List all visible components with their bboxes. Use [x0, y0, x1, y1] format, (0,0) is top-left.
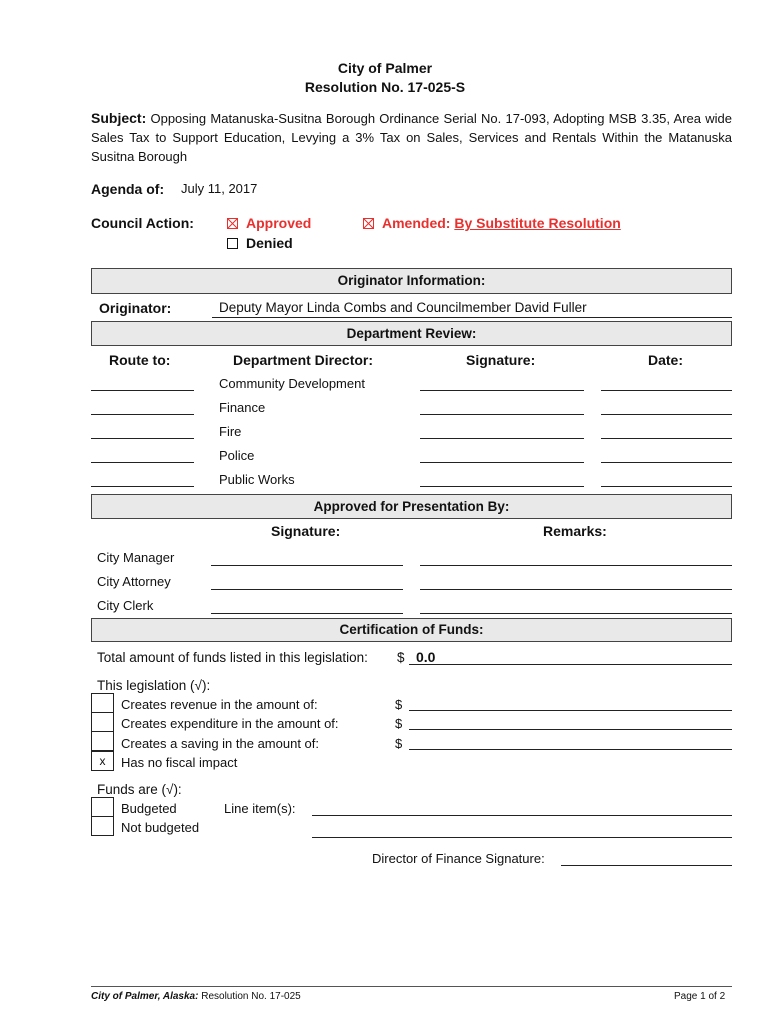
total-funds-currency: $	[397, 650, 405, 665]
date-field[interactable]	[601, 486, 732, 487]
department-review-heading: Department Review:	[91, 321, 732, 346]
role-label: City Clerk	[97, 598, 154, 613]
footer-page-number: Page 1 of 2	[674, 991, 726, 1002]
signature-field[interactable]	[211, 589, 403, 590]
signature-field[interactable]	[420, 486, 584, 487]
total-funds-field[interactable]	[409, 664, 732, 665]
line-items-label: Line item(s):	[224, 801, 296, 816]
subject-block	[91, 109, 732, 166]
footer-resolution: Resolution No. 17-025	[198, 991, 301, 1002]
council-action-label: Council Action:	[91, 215, 194, 231]
director-signature-label: Director of Finance Signature:	[372, 851, 545, 866]
signature-field[interactable]	[420, 390, 584, 391]
option-checkbox[interactable]	[91, 712, 114, 732]
certification-heading: Certification of Funds:	[91, 618, 732, 642]
route-field[interactable]	[91, 486, 194, 487]
document-city-title: City of Palmer	[337, 60, 433, 76]
originator-label: Originator:	[99, 300, 172, 316]
approved-option[interactable]	[227, 215, 311, 231]
option-label: Has no fiscal impact	[121, 755, 238, 770]
resolution-number-title: Resolution No. 17-025-S	[304, 79, 466, 95]
date-field[interactable]	[601, 438, 732, 439]
date-header: Date:	[648, 352, 684, 368]
option-label: Creates revenue in the amount of:	[121, 697, 318, 712]
originator-value: Deputy Mayor Linda Combs and Councilmember David Fuller	[219, 300, 587, 315]
route-field[interactable]	[91, 462, 194, 463]
amended-checked-icon[interactable]	[363, 218, 374, 229]
department-name: Police	[219, 448, 255, 463]
signature-field[interactable]	[211, 565, 403, 566]
department-director-header: Department Director:	[233, 352, 374, 368]
department-name: Public Works	[219, 472, 295, 487]
not-budgeted-checkbox[interactable]	[91, 816, 114, 836]
signature-field[interactable]	[420, 438, 584, 439]
option-checkbox[interactable]	[91, 731, 114, 751]
amended-prefix: Amended:	[382, 215, 455, 231]
role-label: City Manager	[97, 550, 175, 565]
amount-field[interactable]	[409, 710, 732, 711]
budgeted-checkbox[interactable]	[91, 797, 114, 817]
approved-label: Approved	[246, 215, 312, 231]
line-item-field[interactable]	[312, 815, 732, 816]
footer-city: City of Palmer, Alaska:	[91, 991, 199, 1002]
role-label: City Attorney	[97, 574, 171, 589]
option-currency: $	[395, 716, 403, 731]
agenda-label: Agenda of:	[91, 181, 165, 197]
denied-label: Denied	[246, 235, 293, 251]
approved-checked-icon[interactable]	[227, 218, 238, 229]
funds-are-label: Funds are (√):	[97, 782, 182, 797]
signature-field[interactable]	[420, 462, 584, 463]
denied-option[interactable]	[227, 235, 293, 251]
option-label: Creates expenditure in the amount of:	[121, 716, 339, 731]
department-name: Community Development	[219, 376, 365, 391]
signature-field[interactable]	[420, 414, 584, 415]
presentation-signature-header: Signature:	[271, 523, 341, 539]
route-field[interactable]	[91, 390, 194, 391]
department-name: Finance	[219, 400, 266, 415]
signature-header: Signature:	[466, 352, 536, 368]
legislation-label: This legislation (√):	[97, 678, 211, 693]
amount-field[interactable]	[409, 749, 732, 750]
footer-left	[91, 991, 301, 1002]
department-name: Fire	[219, 424, 242, 439]
date-field[interactable]	[601, 390, 732, 391]
date-field[interactable]	[601, 462, 732, 463]
line-item-field[interactable]	[312, 837, 732, 838]
originator-info-heading: Originator Information:	[91, 268, 732, 294]
option-checkbox[interactable]	[91, 693, 114, 713]
amended-link: By Substitute Resolution	[454, 215, 621, 231]
subject-label: Subject:	[91, 110, 147, 126]
not-budgeted-label: Not budgeted	[121, 820, 200, 835]
route-field[interactable]	[91, 414, 194, 415]
presentation-remarks-header: Remarks:	[543, 523, 607, 539]
remarks-field[interactable]	[420, 589, 732, 590]
presentation-heading: Approved for Presentation By:	[91, 494, 732, 519]
subject-text: Opposing Matanuska-Susitna Borough Ordinance Serial No. 17-093, Adopting MSB 3.35, Area wide Sales Tax to Support Education, Levying a 3% Tax on Sales, Services and Rentals Within the Matanuska Susitna Borough	[91, 111, 732, 164]
signature-field[interactable]	[211, 613, 403, 614]
total-funds-label: Total amount of funds listed in this legislation:	[97, 650, 368, 665]
amount-field[interactable]	[409, 729, 732, 730]
route-field[interactable]	[91, 438, 194, 439]
date-field[interactable]	[601, 414, 732, 415]
option-currency: $	[395, 697, 403, 712]
remarks-field[interactable]	[420, 565, 732, 566]
amended-option[interactable]	[363, 215, 621, 231]
agenda-date: July 11, 2017	[181, 181, 258, 196]
denied-checkbox-icon[interactable]	[227, 238, 238, 249]
budgeted-label: Budgeted	[121, 801, 177, 816]
remarks-field[interactable]	[420, 613, 732, 614]
option-label: Creates a saving in the amount of:	[121, 736, 320, 751]
originator-underline	[212, 317, 732, 318]
no-fiscal-impact-checkbox[interactable]: x	[91, 751, 114, 771]
footer-divider	[91, 986, 732, 987]
director-signature-field[interactable]	[561, 865, 732, 866]
option-currency: $	[395, 736, 403, 751]
total-funds-value: 0.0	[416, 649, 436, 665]
route-to-header: Route to:	[109, 352, 171, 368]
